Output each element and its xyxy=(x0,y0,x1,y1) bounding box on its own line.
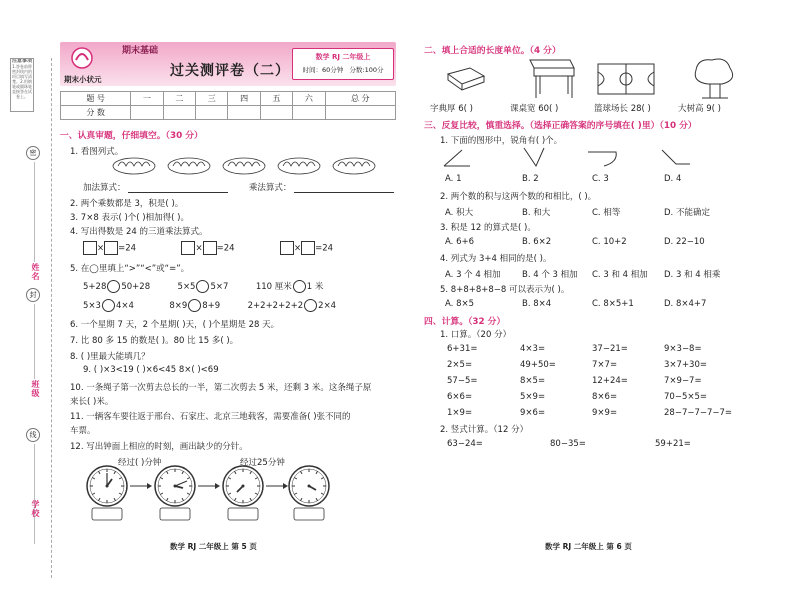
notice-box xyxy=(10,58,34,112)
score-head-cell: 五 xyxy=(260,92,292,106)
score-head-cell: 一 xyxy=(131,92,163,106)
answer-box[interactable] xyxy=(280,241,294,255)
choice-option[interactable]: A. 8×5 xyxy=(445,299,475,309)
page-title: 过关测评卷（二） xyxy=(170,63,290,79)
calc-item[interactable]: 70−5×5= xyxy=(664,392,707,402)
unit-court: 篮球场长 28( ) xyxy=(594,104,651,114)
score-input-cell[interactable] xyxy=(293,106,325,120)
calc-item[interactable]: 2×5= xyxy=(447,360,473,370)
score-head-cell: 四 xyxy=(228,92,260,106)
question-2: 2. 两个乘数都是 3，积是( )。 xyxy=(70,199,184,209)
calc-item[interactable]: 7×9−7= xyxy=(664,376,702,386)
clock-4 xyxy=(289,466,329,506)
choice-option[interactable]: D. 4 xyxy=(664,174,682,184)
choice-option[interactable]: C. 相等 xyxy=(592,208,621,218)
unit-tree: 大树高 9( ) xyxy=(678,104,721,114)
q1-addition-row xyxy=(83,181,394,193)
choice-2: 2. 两个数的积与这两个数的和相比，( )。 xyxy=(440,192,597,202)
section-3-heading: 三、反复比较，慎重选择。（选择正确答案的序号填在( )里）（10 分） xyxy=(424,121,697,131)
brand-name: 期末小状元 xyxy=(64,75,102,84)
answer-box[interactable] xyxy=(301,241,315,255)
score-head-cell: 二 xyxy=(163,92,195,106)
choice-4: 4. 列式为 3+4 相同的是( )。 xyxy=(440,254,552,264)
calc-subheading-1: 1. 口算。（20 分） xyxy=(440,330,512,340)
dictionary-icon xyxy=(448,68,484,90)
calc-item[interactable]: 57−5= xyxy=(447,376,478,386)
time-box-3 xyxy=(228,508,258,520)
compare-right: 2×4 xyxy=(318,301,337,311)
notice-title: 注意事项 xyxy=(11,58,32,64)
question-8: 8. ( )里最大能填几？ xyxy=(70,352,150,362)
vertical-calc-item[interactable]: 63−24= xyxy=(447,439,483,449)
score-value-row xyxy=(61,106,396,120)
calc-item[interactable]: 28−7−7−7−7= xyxy=(664,408,733,418)
seal-mark-3: 线 xyxy=(26,428,40,442)
choice-option[interactable]: A. 积大 xyxy=(445,208,474,218)
calc-item[interactable]: 8×6= xyxy=(592,392,618,402)
desk-icon xyxy=(530,60,574,98)
class-label: 班级 xyxy=(31,380,40,398)
choice-1: 1. 下面的图形中，锐角有( )个。 xyxy=(440,136,563,146)
compare-left: 2+2+2+2+2 xyxy=(247,301,304,311)
question-4: 4. 写出得数是 24 的三道乘法算式。 xyxy=(70,227,208,237)
choice-option[interactable]: B. 4 个 3 相加 xyxy=(522,270,578,280)
shape-c-icon xyxy=(588,152,616,166)
compare-left: 5+28 xyxy=(83,282,107,292)
compare-circle[interactable] xyxy=(102,299,115,312)
calc-item[interactable]: 9×6= xyxy=(520,408,546,418)
class-line xyxy=(34,304,35,379)
right-footer: 数学 RJ 二年级上 第 6 页 xyxy=(545,542,632,551)
info-box xyxy=(292,48,394,80)
calc-item[interactable]: 8×5= xyxy=(520,376,546,386)
score-head-cell: 三 xyxy=(196,92,228,106)
score-input-cell[interactable] xyxy=(163,106,195,120)
answer-box[interactable] xyxy=(203,241,217,255)
calc-item[interactable]: 49+50= xyxy=(520,360,556,370)
question-11-line-2: 车票。 xyxy=(70,426,96,436)
choice-option[interactable]: C. 10+2 xyxy=(592,237,627,247)
question-10-line-1: 10. 一条绳子第一次剪去总长的一半，第二次剪去 5 米，还剩 3 米。这条绳子原 xyxy=(70,383,372,393)
compare-left: 8×9 xyxy=(169,301,188,311)
score-label-cell: 分 数 xyxy=(61,106,131,120)
angle-d-icon xyxy=(662,150,690,164)
compare-right: 8+9 xyxy=(202,301,221,311)
score-input-cell[interactable] xyxy=(260,106,292,120)
q4-answer-row: × =24 × =24 × =24 xyxy=(83,241,333,255)
section-2-heading: 二、填上合适的长度单位。（4 分） xyxy=(424,46,561,56)
school-label: 学校 xyxy=(31,500,40,518)
clock-3 xyxy=(223,466,263,506)
section-1-heading: 一、认真审题，仔细填空。（30 分） xyxy=(60,131,203,141)
choice-option[interactable]: D. 8×4+7 xyxy=(664,299,707,309)
choice-option[interactable]: B. 8×4 xyxy=(522,299,552,309)
equals-24: =24 xyxy=(216,243,235,254)
angle-b-icon xyxy=(524,148,544,166)
score-head-cell: 六 xyxy=(293,92,325,106)
answer-box[interactable] xyxy=(83,241,97,255)
calc-item[interactable]: 37−21= xyxy=(592,344,628,354)
unit-dictionary: 字典厚 6( ) xyxy=(430,104,473,114)
calc-item[interactable]: 4×3= xyxy=(520,344,546,354)
q1-addition-label: 加法算式： xyxy=(83,183,126,193)
time-total xyxy=(293,65,393,74)
vertical-calc-item[interactable]: 80−35= xyxy=(550,439,586,449)
notice-text: 1.答卷前将密封线内的项目填写清楚。2.用钢笔或圆珠笔直接答在试卷上。 xyxy=(12,64,32,99)
name-label: 姓名 xyxy=(31,263,40,281)
time-box-4 xyxy=(294,508,324,520)
question-5: 5. 在◯里填上“>”“<”或“=”。 xyxy=(70,264,190,274)
choice-option[interactable]: A. 1 xyxy=(445,174,462,184)
compare-right: 50+28 xyxy=(121,282,151,292)
score-input-cell[interactable] xyxy=(228,106,260,120)
calc-item[interactable]: 12+24= xyxy=(592,376,628,386)
choice-option[interactable]: D. 22−10 xyxy=(664,237,705,247)
seal-mark-2: 封 xyxy=(26,288,40,302)
answer-box[interactable] xyxy=(104,241,118,255)
score-input-cell[interactable] xyxy=(325,106,395,120)
vertical-calc-item[interactable]: 59+21= xyxy=(655,439,691,449)
score-head-cell: 总 分 xyxy=(325,92,395,106)
calc-item[interactable]: 3×7+30= xyxy=(664,360,707,370)
choice-5: 5. 8+8+8+8−8 可以表示为( )。 xyxy=(440,285,570,295)
score-header-row xyxy=(61,92,396,106)
compare-circle[interactable] xyxy=(107,280,120,293)
clock-label-2: 经过25分钟 xyxy=(240,458,285,468)
question-7: 7. 比 80 多 15 的数是( )。80 比 15 多( )。 xyxy=(70,336,239,346)
section-4-heading: 四、计算。（32 分） xyxy=(424,317,506,327)
basketball-court-icon xyxy=(598,64,654,94)
time-label: 时间：60分钟 xyxy=(302,66,344,74)
choice-option[interactable]: A. 3 个 4 相加 xyxy=(445,270,501,280)
q1-multiplication-answer[interactable] xyxy=(294,192,394,193)
angle-a-icon xyxy=(444,150,470,166)
time-box-2 xyxy=(160,508,190,520)
subject-label: 数学 RJ 二年级上 xyxy=(315,53,371,61)
school-line xyxy=(34,444,35,544)
q5-row-1 xyxy=(83,280,323,293)
binding-strip xyxy=(8,58,46,578)
score-table xyxy=(60,91,396,120)
compare-circle[interactable] xyxy=(188,299,201,312)
q1-multiplication-label: 乘法算式： xyxy=(248,183,292,193)
choice-option[interactable]: C. 8×5+1 xyxy=(592,299,634,309)
calc-subheading-2: 2. 竖式计算。（12 分） xyxy=(440,425,529,435)
clock-label-1: 经过( )分钟 xyxy=(118,458,162,468)
choice-3: 3. 积是 12 的算式是( )。 xyxy=(440,223,536,233)
question-1: 1. 看图列式。 xyxy=(70,147,124,157)
compare-circle[interactable] xyxy=(304,299,317,312)
clock-diagram xyxy=(85,462,330,522)
name-line xyxy=(34,162,35,262)
compare-left: 5×5 xyxy=(177,282,196,292)
equals-24: =24 xyxy=(118,243,137,254)
seal-mark-1: 密 xyxy=(26,146,40,160)
series-label: 期末基础 xyxy=(122,46,159,56)
compare-circle[interactable] xyxy=(293,280,306,293)
angle-figures xyxy=(440,146,720,170)
clock-2 xyxy=(155,466,195,506)
calc-item[interactable]: 1×9= xyxy=(447,408,473,418)
q1-addition-answer[interactable] xyxy=(128,192,228,193)
compare-right: 1 米 xyxy=(306,282,324,292)
question-12: 12. 写出钟面上相应的时刻，画出缺少的分针。 xyxy=(70,442,248,452)
score-input-cell[interactable] xyxy=(196,106,228,120)
compare-left: 110 厘米 xyxy=(255,282,292,292)
tree-icon xyxy=(695,59,732,98)
answer-box[interactable] xyxy=(181,241,195,255)
compare-right: 4×4 xyxy=(115,301,134,311)
choice-option[interactable]: C. 3 和 4 相加 xyxy=(592,270,648,280)
question-9: 9. ( )×3<19 ( )×6<45 8×( )<69 xyxy=(83,365,219,375)
choice-option[interactable]: D. 3 和 4 相乘 xyxy=(664,270,721,280)
compare-circle[interactable] xyxy=(196,280,209,293)
q1-picture-group xyxy=(112,156,382,176)
question-11-line-1: 11. 一辆客车要往返于邢台、石家庄、北京三地载客，需要准备( )张不同的 xyxy=(70,412,351,422)
choice-option[interactable]: A. 6+6 xyxy=(445,237,475,247)
equals-24: =24 xyxy=(315,243,334,254)
question-6: 6. 一个星期 7 天，2 个星期( )天，( )个星期是 28 天。 xyxy=(70,320,280,330)
left-footer: 数学 RJ 二年级上 第 5 页 xyxy=(170,542,257,551)
compare-right: 5×7 xyxy=(210,282,229,292)
choice-option[interactable]: B. 6×2 xyxy=(522,237,552,247)
time-box-1 xyxy=(92,508,122,520)
score-input-cell[interactable] xyxy=(131,106,163,120)
clock-1 xyxy=(87,466,127,506)
choice-option[interactable]: B. 2 xyxy=(522,174,539,184)
unit-desk: 课桌宽 60( ) xyxy=(510,104,559,114)
question-10-line-2: 来长( )米。 xyxy=(70,397,114,407)
q5-row-2 xyxy=(83,299,336,312)
calc-item[interactable]: 5×9= xyxy=(520,392,546,402)
question-3: 3. 7×8 表示( )个( )相加得( )。 xyxy=(70,213,189,223)
total-label: 分数:100分 xyxy=(349,66,384,74)
fold-line xyxy=(51,58,52,578)
calc-item[interactable]: 9×9= xyxy=(592,408,618,418)
choice-option[interactable]: C. 3 xyxy=(592,174,609,184)
calc-item[interactable]: 9×3−8= xyxy=(664,344,702,354)
calc-item[interactable]: 6+31= xyxy=(447,344,478,354)
calc-item[interactable]: 7×7= xyxy=(592,360,618,370)
compare-left: 5×3 xyxy=(83,301,101,311)
calc-item[interactable]: 6×6= xyxy=(447,392,473,402)
choice-option[interactable]: D. 不能确定 xyxy=(664,208,710,218)
score-head-cell: 题 号 xyxy=(61,92,131,106)
units-pictures xyxy=(440,54,780,102)
choice-option[interactable]: B. 和大 xyxy=(522,208,551,218)
